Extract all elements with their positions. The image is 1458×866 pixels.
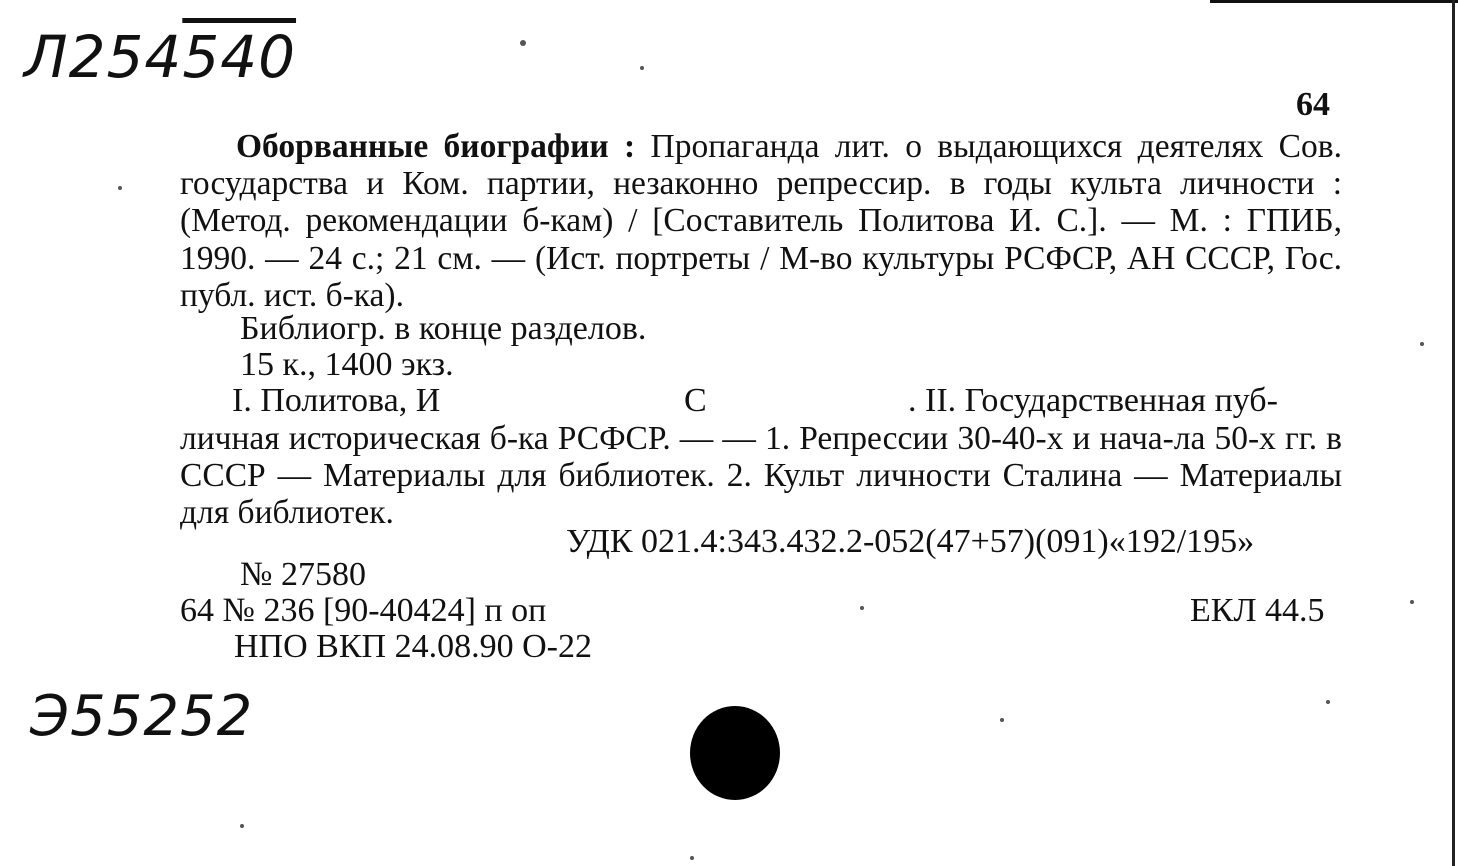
speck-mark bbox=[240, 824, 244, 828]
handwritten-shelf-prefix: Л254 bbox=[24, 23, 183, 91]
bibliographic-description bbox=[180, 128, 1342, 314]
handwritten-shelf-mark bbox=[24, 22, 296, 92]
tracings-subjects: личная историческая б-ка РСФСР. — — 1. Репрессии 30-40-х и нача-ла 50-х гг. в СССР — Материалы для библиотек. 2. Культ личности Сталина — Материалы для библиотек. bbox=[180, 420, 1342, 532]
tracing-institution: . II. Государственная пуб- bbox=[908, 382, 1278, 419]
catalog-rod-hole bbox=[690, 706, 780, 800]
speck-mark bbox=[1420, 342, 1424, 346]
speck-mark bbox=[118, 186, 122, 190]
tracing-author-initial: С bbox=[684, 382, 707, 419]
card-top-edge bbox=[1210, 0, 1458, 3]
price-note: 15 к., 1400 экз. bbox=[240, 346, 454, 383]
card-right-edge bbox=[1452, 0, 1455, 866]
speck-mark bbox=[1000, 718, 1004, 722]
speck-mark bbox=[1326, 700, 1330, 704]
class-number: 64 bbox=[1296, 86, 1330, 123]
speck-mark bbox=[520, 40, 526, 46]
tracing-author: I. Политова, И bbox=[232, 382, 441, 419]
bibliography-note: Библиогр. в конце разделов. bbox=[240, 310, 647, 347]
speck-mark bbox=[860, 606, 864, 610]
description-title: Оборванные биографии : bbox=[236, 128, 636, 165]
printer-line: НПО ВКП 24.08.90 О-22 bbox=[234, 628, 592, 665]
speck-mark bbox=[1410, 600, 1414, 604]
speck-mark bbox=[690, 856, 694, 860]
speck-mark bbox=[640, 66, 644, 70]
ekl-code: ЕКЛ 44.5 bbox=[1190, 592, 1325, 629]
udc-code: УДК 021.4:343.432.2-052(47+57)(091)«192/195» bbox=[566, 523, 1255, 560]
description-body: Пропаганда лит. о выдающихся деятелях Сов. государства и Ком. партии, незаконно репрессир. в годы культа личности : (Метод. рекомендации б-кам) / [Составитель Политова И. С.]. — М. : ГПИБ, 1990. — 24 с.; 21 см. — (Ист. портреты / М-во культуры РСФСР, АН СССР, Гос. публ. ист. б-ка). bbox=[180, 128, 1342, 314]
record-number: № 27580 bbox=[240, 556, 366, 593]
order-line: 64 № 236 [90-40424] п оп bbox=[180, 592, 547, 629]
handwritten-shelf-number: 540 bbox=[182, 23, 297, 91]
handwritten-inventory-number: Э55252 bbox=[30, 684, 254, 749]
